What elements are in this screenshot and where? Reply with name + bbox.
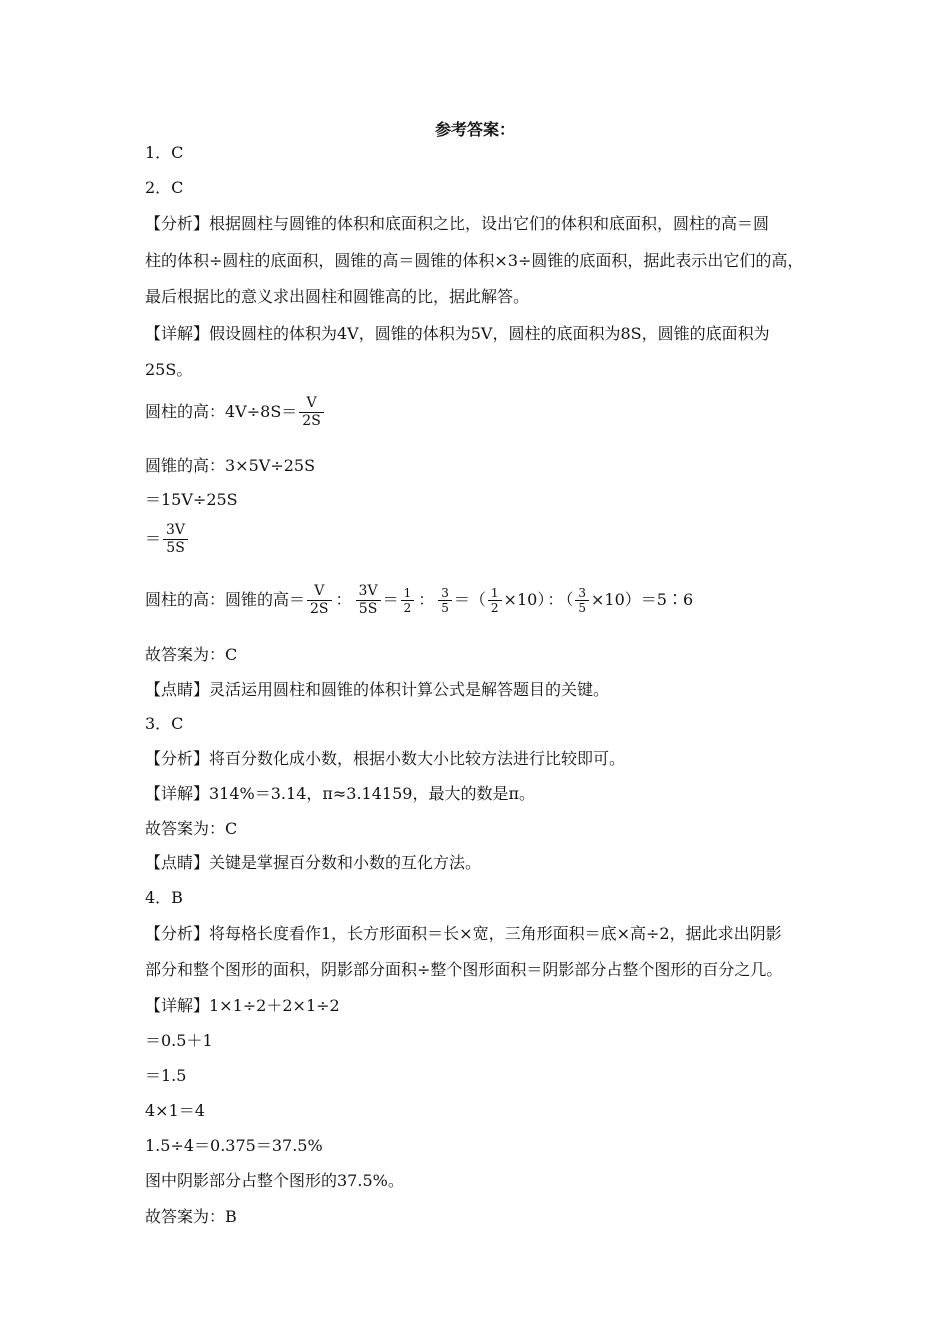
- fraction-numerator: 1: [488, 586, 502, 601]
- ratio-fraction-4: [438, 586, 452, 615]
- q3-comment: 【点睛】关键是掌握百分数和小数的互化方法。: [145, 853, 482, 872]
- fraction-numerator: 1: [401, 586, 415, 601]
- equals-sign: ＝: [453, 590, 470, 609]
- q3-analysis: 【分析】将百分数化成小数，根据小数大小比较方法进行比较即可。: [145, 749, 626, 768]
- q2-analysis-line1: 【分析】根据圆柱与圆锥的体积和底面积之比，设出它们的体积和底面积，圆柱的高＝圆: [145, 214, 770, 233]
- page-title: 参考答案：: [434, 120, 515, 139]
- q2-cylinder-height: [145, 395, 326, 430]
- ratio-fraction-2: [356, 583, 381, 618]
- q4-analysis-line2: 部分和整个图形的面积，阴影部分面积÷整个图形面积＝阴影部分占整个图形的百分之几。: [145, 960, 783, 979]
- open-paren: （: [565, 590, 574, 609]
- q3-conclusion: 故答案为：C: [145, 819, 238, 838]
- q4-answer: 4．B: [145, 888, 183, 907]
- ratio-fraction-6: [575, 586, 589, 615]
- q4-detail-line2: ＝0.5＋1: [145, 1031, 213, 1050]
- cylinder-height-label: 圆柱的高：4V÷8S＝: [145, 402, 298, 421]
- q2-ratio-line: [145, 583, 693, 618]
- q2-analysis-line2: 柱的体积÷圆柱的底面积，圆锥的高＝圆锥的体积×3÷圆锥的底面积，据此表示出它们的高，: [145, 251, 804, 270]
- ratio-result: ＝5∶6: [640, 590, 694, 609]
- q1-answer: 1．C: [145, 143, 184, 162]
- ratio-fraction-3: [401, 586, 415, 615]
- cone-height-fraction: [163, 522, 188, 557]
- times-ten: ×10）: [503, 590, 546, 609]
- q2-analysis-line3: 最后根据比的意义求出圆柱和圆锥高的比，据此解答。: [145, 287, 530, 306]
- ratio-colon: ：: [418, 590, 435, 609]
- q2-answer: 2．C: [145, 178, 184, 197]
- fraction-denominator: 5: [578, 601, 586, 615]
- ratio-colon: ：: [547, 590, 564, 609]
- ratio-fraction-5: [488, 586, 502, 615]
- fraction-numerator: 3: [575, 586, 589, 601]
- q2-detail-line2: 25S。: [145, 360, 193, 379]
- fraction-denominator: 5S: [166, 540, 185, 556]
- q4-conclusion: 故答案为：B: [145, 1207, 237, 1226]
- q3-answer: 3．C: [145, 714, 184, 733]
- q2-cone-line3: [145, 522, 190, 557]
- fraction-denominator: 2S: [302, 413, 321, 429]
- fraction-numerator: 3V: [356, 583, 381, 601]
- fraction-denominator: 2: [403, 601, 412, 615]
- q2-comment: 【点睛】灵活运用圆柱和圆锥的体积计算公式是解答题目的关键。: [145, 680, 610, 699]
- ratio-colon: ：: [335, 590, 352, 609]
- q3-detail: 【详解】314%＝3.14，π≈3.14159，最大的数是π。: [145, 784, 535, 803]
- fraction-denominator: 2: [490, 601, 499, 615]
- q2-conclusion: 故答案为：C: [145, 645, 238, 664]
- q2-detail-line1: 【详解】假设圆柱的体积为4V，圆锥的体积为5V，圆柱的底面积为8S，圆锥的底面积为: [145, 324, 770, 343]
- q2-cone-line1: 圆锥的高：3×5V÷25S: [145, 456, 316, 475]
- q4-detail-line3: ＝1.5: [145, 1066, 187, 1085]
- cylinder-height-fraction: [299, 395, 324, 430]
- ratio-fraction-1: [307, 583, 332, 618]
- open-paren: （: [469, 590, 486, 609]
- times-ten: ×10）: [591, 590, 641, 609]
- fraction-denominator: 5S: [358, 601, 378, 617]
- fraction-denominator: 2S: [310, 601, 329, 617]
- equals-sign: ＝: [145, 529, 162, 548]
- fraction-denominator: 5: [441, 601, 449, 615]
- q4-analysis-line1: 【分析】将每格长度看作1，长方形面积＝长×宽，三角形面积＝底×高÷2，据此求出阴影: [145, 924, 782, 943]
- fraction-numerator: 3V: [163, 522, 188, 540]
- q4-detail-line4: 4×1＝4: [145, 1101, 205, 1120]
- q4-detail-line6: 图中阴影部分占整个图形的37.5%。: [145, 1171, 404, 1190]
- q4-detail-line5: 1.5÷4＝0.375＝37.5%: [145, 1136, 323, 1155]
- fraction-numerator: V: [299, 395, 324, 413]
- q2-cone-line2: ＝15V÷25S: [145, 490, 238, 509]
- fraction-numerator: V: [307, 583, 332, 601]
- equals-sign: ＝: [382, 590, 399, 609]
- fraction-numerator: 3: [438, 586, 452, 601]
- ratio-label: 圆柱的高：圆锥的高＝: [145, 590, 306, 609]
- q4-detail-line1: 【详解】1×1÷2＋2×1÷2: [145, 996, 340, 1015]
